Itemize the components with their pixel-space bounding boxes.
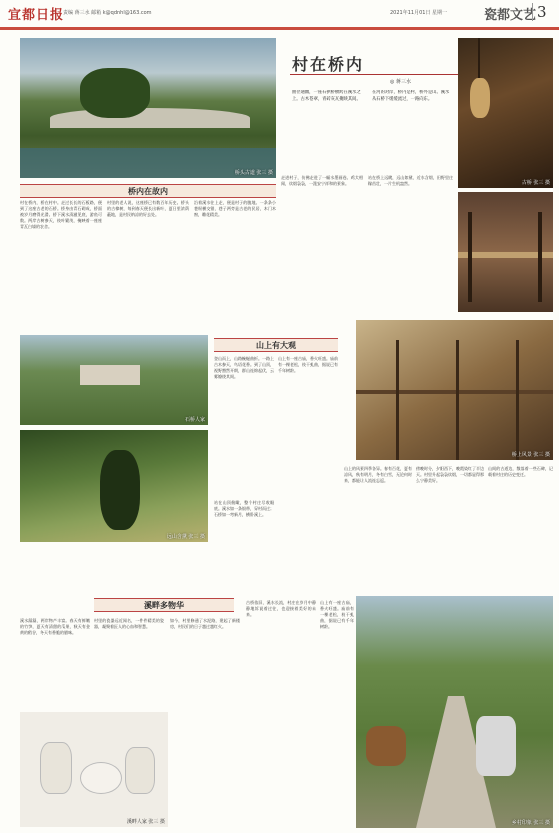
section-title: 瓷都文艺 [484,8,537,23]
lantern-photo [458,38,553,188]
article-column: 山上的风景四季各异。春有百花，夏有凉风，秋有明月，冬有白雪，无论何时来，都能让人流连忘返。 [344,466,412,483]
article-column: 走进村子，仿佛走进了一幅水墨画卷。鸡犬相闻，炊烟袅袅，一派安宁祥和的景象。 [281,175,363,186]
article-column: 村里的瓷器远近闻名，一件件精美的瓷器，凝聚着匠人的心血和智慧。 [94,618,164,629]
photo-caption: 乡村印象 张三 摄 [511,820,550,826]
photo-caption: 远山含黛 张三 摄 [166,534,205,540]
article-column: 站在山顶俯瞰，整个村庄尽收眼底。溪水如一条银带，穿村而过；石桥如一弯新月，横卧溪上。 [214,500,274,517]
masthead-rule [0,27,559,30]
corridor-photo [356,320,553,460]
article-column: 山间的古道边，散落着一些石碑，记载着村庄的历史变迁。 [488,466,553,477]
porcelain-photo [20,712,168,827]
section-heading: 溪畔多物华 [94,598,234,612]
top-photo [20,38,276,178]
intro-text-right: 在河的对岸，桥内是村，桥外是山。溪水从石桥下缓缓流过，一路向东。 [372,90,450,102]
article-column: 登山而上，山路蜿蜒曲折。一路上古木参天，鸟语花香。到了山顶，视野豁然开朗，群山连绵起伏，云雾缭绕其间。 [214,356,274,379]
bridge-photo [458,192,553,312]
section-heading: 桥内在故内 [20,184,276,198]
photo-caption: 桥上风景 张三 摄 [511,452,550,458]
article-column: 傍晚时分，夕阳西下，晚霞染红了半边天。村里升起袅袅炊烟，一切都显得那么宁静美好。 [416,466,484,483]
masthead-date: 2021年11月01日 星期一 [390,10,448,16]
article-column: 山上有一座古庙，香火旺盛。庙前有一棵老松，枝干虬曲，据说已有千年树龄。 [278,356,338,373]
article-column: 古桥依旧，溪水长流，村庄在岁月中静静地诉说着过往，也迎接着美好的未来。 [246,600,316,617]
article-column: 如今，村里修通了水泥路，建起了新楼房，村民们的日子越过越红火。 [170,618,240,629]
masthead-logo: 宜都日报 [8,8,65,23]
section-heading: 山上有大观 [214,338,338,352]
page-number: 3 [532,3,547,21]
article-column: 站在桥上远眺，远山如黛，近水含烟，田野里庄稼茁壮，一片生机盎然。 [368,175,453,186]
article-column: 沿着溪水往上走，便是村子的腹地。一条条小巷纵横交错，巷子两旁是古老的民居，木门木窗，雕花精美。 [194,200,276,217]
photo-caption: 石桥人家 [184,417,205,423]
article-column: 村在桥内，桥在村中。走过长长的石板路，便到了这座古老的石桥。桥身由青石砌成，桥面被岁月磨得光滑。桥下溪水清澈见底，游鱼可数。两岸古树参天，枝叶繁茂，掩映着一座座青瓦白墙的农舍。 [20,200,102,229]
masthead [0,0,559,30]
village-photo [20,335,208,425]
article-title: 村在桥内 [292,55,365,74]
forest-photo [20,430,208,542]
article-column: 溪水潺潺，两岸物产丰富。春天有鲜嫩的竹笋，夏天有清甜的瓜果，秋天有金黄的稻谷，冬天有香脆的腊味。 [20,618,90,635]
photo-caption: 溪畔人家 张三 摄 [126,819,165,825]
masthead-info: 责编 蒋三水 邮箱 k@qdnhl@163.com [63,10,152,16]
article-author: ◎ 蒋三水 [390,79,411,85]
photo-caption: 古桥 张三 摄 [521,180,550,186]
article-column: 村里的老人说，这座桥已有数百年历史。桥头的古樟树，每到春天便长出新叶，夏日里浓荫蔽地，是村民纳凉的好去处。 [107,200,189,217]
rural-road-photo [356,596,553,828]
photo-caption: 桥头古道 张三 摄 [234,170,273,176]
intro-text-left: 曲径通幽，一座石拱桥横跨在溪水之上。古木苍翠，青砖灰瓦掩映其间。 [292,90,361,102]
article-column: 山上有一座古庙，香火旺盛。庙前有一棵老松，枝干虬曲，据说已有千年树龄。 [320,600,354,629]
